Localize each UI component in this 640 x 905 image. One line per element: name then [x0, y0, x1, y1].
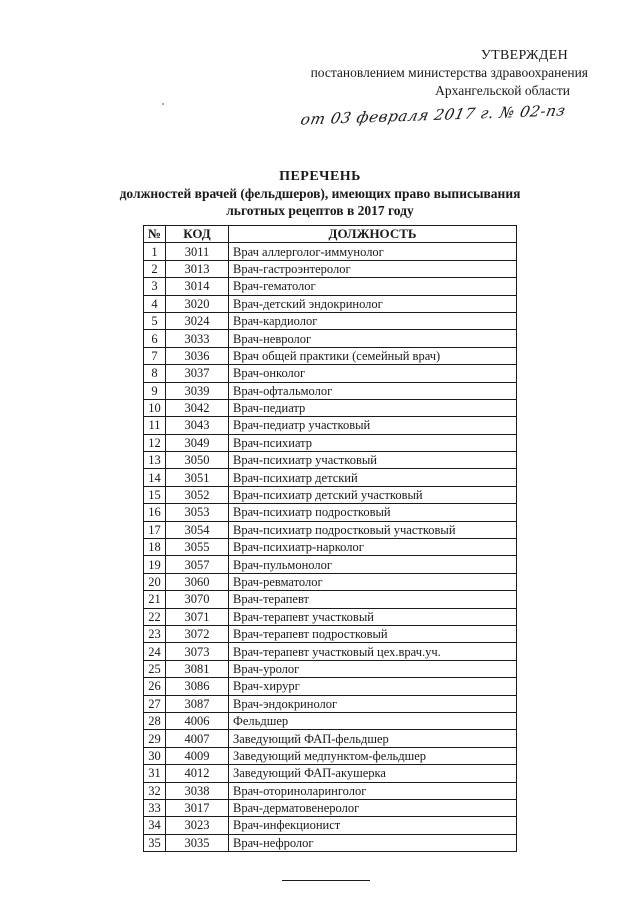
row-position: Врач-психиатр детский участковый [229, 486, 517, 503]
row-position: Заведующий медпунктом-фельдшер [229, 747, 517, 764]
row-position: Врач-офтальмолог [229, 382, 517, 399]
row-number: 29 [144, 730, 166, 747]
table-row [144, 556, 517, 573]
row-position: Врач-психиатр детский [229, 469, 517, 486]
row-code: 3051 [166, 469, 229, 486]
row-code: 3072 [166, 625, 229, 642]
bottom-rule [282, 880, 370, 881]
document-title [0, 168, 640, 219]
row-code: 4007 [166, 730, 229, 747]
row-number: 13 [144, 452, 166, 469]
row-code: 3060 [166, 573, 229, 590]
table-row [144, 712, 517, 729]
row-position: Врач-пульмонолог [229, 556, 517, 573]
row-code: 4009 [166, 747, 229, 764]
row-code: 3037 [166, 365, 229, 382]
table-row [144, 399, 517, 416]
table-row [144, 260, 517, 277]
row-position: Врач-психиатр подростковый участковый [229, 521, 517, 538]
table-row [144, 417, 517, 434]
row-number: 34 [144, 817, 166, 834]
row-code: 3057 [166, 556, 229, 573]
table-row [144, 382, 517, 399]
positions-table [143, 225, 517, 852]
table-row [144, 834, 517, 851]
table-row [144, 469, 517, 486]
row-position: Врач-невролог [229, 330, 517, 347]
table-row [144, 643, 517, 660]
table-row [144, 608, 517, 625]
row-number: 27 [144, 695, 166, 712]
table-row [144, 312, 517, 329]
approval-line-ministry: постановлением министерства здравоохранения [310, 65, 588, 80]
row-number: 23 [144, 625, 166, 642]
row-number: 16 [144, 504, 166, 521]
table-row [144, 730, 517, 747]
row-position: Врач-психиатр участковый [229, 452, 517, 469]
row-number: 32 [144, 782, 166, 799]
table-row [144, 539, 517, 556]
row-number: 4 [144, 295, 166, 312]
row-code: 3086 [166, 678, 229, 695]
row-code: 3020 [166, 295, 229, 312]
row-number: 31 [144, 765, 166, 782]
row-position: Врач-терапевт участковый [229, 608, 517, 625]
row-number: 1 [144, 243, 166, 260]
row-number: 25 [144, 660, 166, 677]
row-number: 28 [144, 712, 166, 729]
table-row [144, 365, 517, 382]
row-position: Врач-терапевт подростковый [229, 625, 517, 642]
row-code: 3049 [166, 434, 229, 451]
row-code: 3053 [166, 504, 229, 521]
row-number: 17 [144, 521, 166, 538]
row-number: 33 [144, 799, 166, 816]
row-position: Врач-оториноларинголог [229, 782, 517, 799]
row-position: Заведующий ФАП-фельдшер [229, 730, 517, 747]
row-number: 30 [144, 747, 166, 764]
row-code: 3023 [166, 817, 229, 834]
row-position: Врач-дерматовенеролог [229, 799, 517, 816]
row-code: 3013 [166, 260, 229, 277]
row-position: Врач-кардиолог [229, 312, 517, 329]
table-row [144, 243, 517, 260]
title-line-1: ПЕРЕЧЕНЬ [279, 169, 361, 184]
row-position: Врач-нефролог [229, 834, 517, 851]
row-position: Врач-психиатр подростковый [229, 504, 517, 521]
table-row [144, 591, 517, 608]
row-number: 26 [144, 678, 166, 695]
header-code: КОД [166, 226, 229, 243]
row-position: Врач аллерголог-иммунолог [229, 243, 517, 260]
row-position: Врач-терапевт участковый цех.врач.уч. [229, 643, 517, 660]
table-row [144, 278, 517, 295]
table-header-row [144, 226, 517, 243]
title-line-2: должностей врачей (фельдшеров), имеющих право выписывания [119, 186, 521, 201]
handwritten-date-text: от 03 февраля 2017 г. № 02-пз [298, 101, 567, 129]
row-code: 3052 [166, 486, 229, 503]
title-line-3: льготных рецептов в 2017 году [226, 203, 414, 218]
row-position: Фельдшер [229, 712, 517, 729]
table-row [144, 695, 517, 712]
row-number: 8 [144, 365, 166, 382]
row-position: Врач-психиатр [229, 434, 517, 451]
row-code: 3011 [166, 243, 229, 260]
row-code: 3036 [166, 347, 229, 364]
approval-block [288, 48, 588, 130]
table-row [144, 486, 517, 503]
table-row [144, 782, 517, 799]
table-row [144, 625, 517, 642]
row-position: Заведующий ФАП-акушерка [229, 765, 517, 782]
row-number: 9 [144, 382, 166, 399]
row-number: 3 [144, 278, 166, 295]
table-row [144, 799, 517, 816]
row-number: 19 [144, 556, 166, 573]
table-row [144, 678, 517, 695]
row-code: 3070 [166, 591, 229, 608]
table-row [144, 765, 517, 782]
row-position: Врач-ревматолог [229, 573, 517, 590]
row-code: 3039 [166, 382, 229, 399]
header-number: № [144, 226, 166, 243]
table-row [144, 452, 517, 469]
table-row [144, 330, 517, 347]
row-position: Врач-онколог [229, 365, 517, 382]
row-number: 18 [144, 539, 166, 556]
header-position: ДОЛЖНОСТЬ [229, 226, 517, 243]
table-row [144, 347, 517, 364]
approval-line-region: Архангельской области [435, 83, 570, 98]
row-position: Врач-гастроэнтеролог [229, 260, 517, 277]
row-code: 3024 [166, 312, 229, 329]
table-row [144, 504, 517, 521]
row-code: 3087 [166, 695, 229, 712]
row-position: Врач-гематолог [229, 278, 517, 295]
row-number: 20 [144, 573, 166, 590]
row-code: 3055 [166, 539, 229, 556]
table-row [144, 747, 517, 764]
row-code: 3073 [166, 643, 229, 660]
approved-heading: УТВЕРЖДЕН [480, 48, 568, 63]
table-row [144, 521, 517, 538]
row-code: 4006 [166, 712, 229, 729]
row-code: 4012 [166, 765, 229, 782]
row-position: Врач-педиатр [229, 399, 517, 416]
row-position: Врач-психиатр-нарколог [229, 539, 517, 556]
row-number: 10 [144, 399, 166, 416]
row-number: 6 [144, 330, 166, 347]
row-number: 22 [144, 608, 166, 625]
row-position: Врач-терапевт [229, 591, 517, 608]
row-code: 3042 [166, 399, 229, 416]
row-number: 35 [144, 834, 166, 851]
table-row [144, 660, 517, 677]
row-code: 3035 [166, 834, 229, 851]
row-number: 5 [144, 312, 166, 329]
row-position: Врач-детский эндокринолог [229, 295, 517, 312]
scan-speck [162, 103, 164, 105]
handwritten-date-signature [288, 101, 588, 130]
row-number: 15 [144, 486, 166, 503]
row-number: 11 [144, 417, 166, 434]
row-position: Врач-инфекционист [229, 817, 517, 834]
table-row [144, 817, 517, 834]
table-row [144, 434, 517, 451]
row-position: Врач-уролог [229, 660, 517, 677]
table-row [144, 295, 517, 312]
row-code: 3043 [166, 417, 229, 434]
row-number: 14 [144, 469, 166, 486]
table-row [144, 573, 517, 590]
row-code: 3050 [166, 452, 229, 469]
row-code: 3054 [166, 521, 229, 538]
row-code: 3038 [166, 782, 229, 799]
row-code: 3081 [166, 660, 229, 677]
row-position: Врач-эндокринолог [229, 695, 517, 712]
row-position: Врач-педиатр участковый [229, 417, 517, 434]
row-position: Врач общей практики (семейный врач) [229, 347, 517, 364]
row-number: 21 [144, 591, 166, 608]
row-number: 7 [144, 347, 166, 364]
row-position: Врач-хирург [229, 678, 517, 695]
row-number: 2 [144, 260, 166, 277]
row-number: 12 [144, 434, 166, 451]
row-code: 3017 [166, 799, 229, 816]
row-code: 3071 [166, 608, 229, 625]
row-number: 24 [144, 643, 166, 660]
row-code: 3033 [166, 330, 229, 347]
row-code: 3014 [166, 278, 229, 295]
